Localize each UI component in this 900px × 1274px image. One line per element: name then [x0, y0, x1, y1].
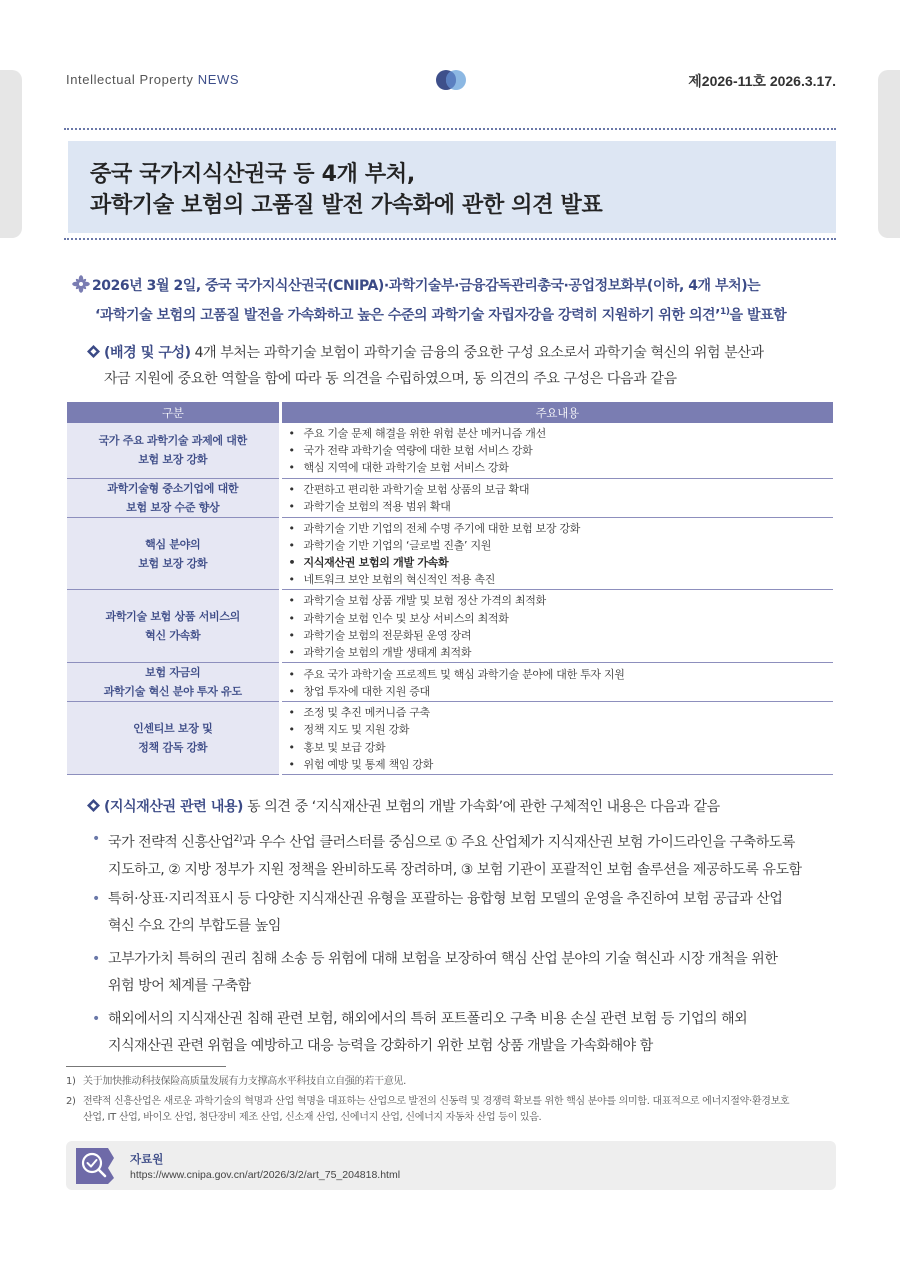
- page-header: [66, 66, 836, 96]
- row-items: [280, 517, 833, 590]
- list-item: • 과학기술 보험의 개발 생태계 최적화: [282, 644, 834, 661]
- list-item: • 정책 지도 및 지원 강화: [282, 721, 834, 738]
- brand-news: NEWS: [197, 72, 240, 87]
- background-line2: 자금 지원에 중요한 역할을 함에 따라 동 의견을 수립하였으며, 동 의견의 주요 구성은 다음과 같음: [104, 371, 677, 387]
- row-items: [280, 702, 833, 775]
- issue-number: 제2026-11호 2026.3.17.: [688, 73, 836, 89]
- row-category: 핵심 분야의 보험 보장 강화: [67, 517, 280, 590]
- brand-text: Intellectual Property NEWS: [66, 72, 240, 87]
- title-box: [68, 141, 836, 233]
- source-link[interactable]: https://www.cnipa.gov.cn/art/2026/3/2/art_75_204818.html: [130, 1169, 401, 1181]
- ip-section-heading: (지식재산권 관련 내용) 동 의견 중 ‘지식재산권 보험의 개발 가속화’에 관한 구체적인 내용은 다음과 같음: [87, 794, 847, 820]
- footnote-ref-2: 2): [233, 834, 243, 844]
- source-box: [66, 1141, 836, 1190]
- table-header-content: 주요내용: [280, 402, 833, 423]
- table-row: [67, 517, 833, 590]
- list-item: • 과학기술 기반 기업의 전체 수명 주기에 대한 보험 보장 강화: [282, 520, 834, 537]
- list-item: • 홍보 및 보급 강화: [282, 739, 834, 756]
- list-item: • 네트워크 보안 보험의 혁신적인 적용 촉진: [282, 571, 834, 588]
- left-side-tab: [0, 70, 22, 238]
- row-items: [280, 590, 833, 663]
- ip-section-label: (지식재산권 관련 내용): [104, 799, 244, 815]
- bullet-item-1: • 국가 전략적 신흥산업$^{2)}$과 우수 산업 클러스터를 중심으로 ① 주요 산업체가 지식재산권 보험 가이드라인을 구축하도록 지도하고, ② 지방 정부가 지원 정책을 완비하도록 장려하며, ③ 보험 기관이 포괄적인 보험 솔루션을 제공하도록 유도함: [92, 831, 802, 878]
- row-items: [280, 478, 833, 517]
- list-item: • 주요 기술 문제 해결을 위한 위험 분산 메커니즘 개선: [282, 425, 834, 442]
- logo-circles-icon: [433, 69, 469, 91]
- lead-line1: 2026년 3월 2일, 중국 국가지식산권국(CNIPA)·과학기술부·금융감독관리총국·공업정보화부(이하, 4개 부처)는: [92, 278, 761, 294]
- list-item: • 주요 국가 과학기술 프로젝트 및 핵심 과학기술 분야에 대한 투자 지원: [282, 666, 834, 683]
- row-items: [280, 423, 833, 478]
- list-item: • 위험 예방 및 통제 책임 강화: [282, 756, 834, 773]
- row-items: [280, 663, 833, 702]
- footnote-2: 2) 전략적 신흥산업은 새로운 과학기술의 혁명과 산업 혁명을 대표하는 산업으로 발전의 신동력 및 경쟁력 확보를 위한 핵심 분야를 의미함. 대표적으로 에너지절약·환경보호 산업, IT 산업, 바이오 산업, 첨단장비 제조 산업, 신소재 산업, 신에너지 산업, 신에너지 자동차 산업 등이 있음.: [66, 1096, 790, 1123]
- lead-paragraph: [72, 273, 842, 329]
- divider-top: [64, 128, 836, 130]
- page-title-line1: 중국 국가지식산권국 등 4개 부처,: [90, 162, 415, 187]
- list-item: • 조정 및 추진 메커니즘 구축: [282, 704, 834, 721]
- list-item: • 창업 투자에 대한 지원 증대: [282, 683, 834, 700]
- list-item-highlight: • 지식재산권 보험의 개발 가속화: [282, 554, 834, 571]
- list-item: • 과학기술 보험의 전문화된 운영 장려: [282, 627, 834, 644]
- summary-table: [67, 402, 833, 775]
- source-title: 자료원: [130, 1152, 164, 1166]
- snowflake-star-icon: [72, 275, 90, 293]
- table-header-category: 구분: [67, 402, 280, 423]
- list-item: • 핵심 지역에 대한 과학기술 보험 서비스 강화: [282, 459, 834, 476]
- list-item: • 과학기술 기반 기업의 ‘글로벌 진출’ 지원: [282, 537, 834, 554]
- list-item: • 과학기술 보험의 적용 범위 확대: [282, 498, 834, 515]
- row-category: 국가 주요 과학기술 과제에 대한 보험 보장 강화: [67, 423, 280, 478]
- background-label: (배경 및 구성): [104, 345, 191, 361]
- table-row: [67, 478, 833, 517]
- table-row: [67, 663, 833, 702]
- list-item: • 과학기술 보험 상품 개발 및 보험 정산 가격의 최적화: [282, 592, 834, 609]
- list-item: • 국가 전략 과학기술 역량에 대한 보험 서비스 강화: [282, 442, 834, 459]
- row-category: 인센티브 보장 및 정책 감독 강화: [67, 702, 280, 775]
- divider-bottom: [64, 238, 836, 240]
- row-category: 과학기술 보험 상품 서비스의 혁신 가속화: [67, 590, 280, 663]
- row-category: 과학기술형 중소기업에 대한 보험 보장 수준 향상: [67, 478, 280, 517]
- diamond-bullet-icon: [87, 345, 100, 358]
- list-item: • 과학기술 보험 인수 및 보상 서비스의 최적화: [282, 610, 834, 627]
- list-item: • 간편하고 편리한 과학기술 보험 상품의 보급 확대: [282, 481, 834, 498]
- bullet-item-2: • 특허·상표·지리적표시 등 다양한 지식재산권 유형을 포괄하는 융합형 보험 모델의 운영을 추진하여 보험 공급과 산업 혁신 수요 간의 부합도를 높임: [92, 891, 783, 934]
- bullet-item-3: • 고부가가치 특허의 권리 침해 소송 등 위험에 대해 보험을 보장하여 핵심 산업 분야의 기술 혁신과 시장 개척을 위한 위험 방어 체계를 구축함: [92, 951, 778, 994]
- background-paragraph: (배경 및 구성) 4개 부처는 과학기술 보험이 과학기술 금융의 중요한 구성 요소로서 과학기술 혁신의 위험 분산과 자금 지원에 중요한 역할을 함에 따라 동 의견을 수립하였으며, 동 의견의 주요 구성은 다음과 같음: [87, 340, 847, 392]
- row-category: 보험 자금의 과학기술 혁신 분야 투자 유도: [67, 663, 280, 702]
- diamond-bullet-icon: [87, 799, 100, 812]
- footnote-ref-1: 1): [720, 307, 730, 317]
- bullet-item-4: • 해외에서의 지식재산권 침해 관련 보험, 해외에서의 특허 포트폴리오 구축 비용 손실 관련 보험 등 기업의 해외 지식재산권 관련 위험을 예방하고 대응 능력을 강화하기 위한 보험 상품 개발을 가속화해야 함: [92, 1011, 748, 1054]
- page-title-line2: 과학기술 보험의 고품질 발전 가속화에 관한 의견 발표: [90, 193, 603, 218]
- lead-line2: ‘과학기술 보험의 고품질 발전을 가속화하고 높은 수준의 과학기술 자립자강을 강력히 지원하기 위한 의견’$^{1)}$을 발표함: [95, 307, 787, 324]
- footnote-1: 1) 关于加快推动科技保险高质量发展有力支撑高水平科技自立自强的若干意见.: [66, 1076, 406, 1087]
- table-row: [67, 702, 833, 775]
- table-row: [67, 590, 833, 663]
- footnote-divider: [66, 1066, 226, 1067]
- right-side-tab: [878, 70, 900, 238]
- magnifier-check-icon: [74, 1144, 116, 1186]
- table-row: [67, 423, 833, 478]
